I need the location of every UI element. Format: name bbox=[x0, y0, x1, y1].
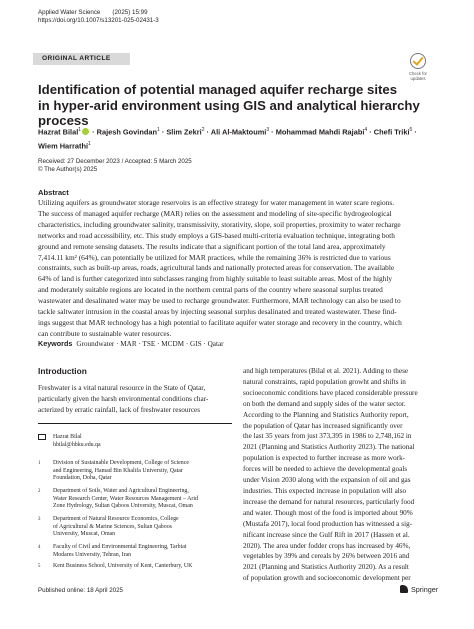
journal-name: Applied Water Science bbox=[38, 9, 101, 16]
text-line: characteristics, including groundwater salinity, transmissivity, storativity, slope, soil properties, proximity to water recharge bbox=[38, 219, 401, 229]
journal-header bbox=[38, 9, 159, 25]
check-updates-label: Check for updates bbox=[409, 71, 427, 81]
affiliation-number: 3 bbox=[38, 517, 41, 522]
affiliation-line: Faculty of Civil and Environmental Engineering, Tarbiat bbox=[53, 544, 187, 550]
author-name[interactable]: Wiem Harrathi bbox=[38, 141, 89, 151]
contact-email[interactable]: hbilal@hbku.edu.qa bbox=[53, 441, 101, 448]
text-line: tackle saltwater intrusion in the coastal areas by injecting seasonal surplus desalinated and treated wastewater. These find- bbox=[38, 307, 397, 317]
text-line: 64% of land is further categorized into subclasses ranging from highly suitable to least suitable areas. Most of the highly bbox=[38, 274, 393, 284]
text-line: 2021 (Planning and Statistics Authority 2023). The national bbox=[243, 443, 415, 452]
text-line: of population growth and socioeconomic development per bbox=[243, 574, 411, 583]
author-name[interactable]: Chefi Triki bbox=[373, 127, 410, 137]
author-affiliation-sup: 5 bbox=[409, 127, 413, 133]
affiliation-1 bbox=[38, 460, 232, 483]
affiliation-line: University, Muscat, Oman bbox=[53, 531, 116, 538]
author-name[interactable]: Hazrat Bilal bbox=[38, 127, 79, 137]
author-affiliation-sup: 3 bbox=[266, 127, 270, 133]
author-name[interactable]: Ali Al-Maktoumi bbox=[210, 127, 267, 137]
affiliation-line: of Agricultural & Marine Sciences, Sultan Qaboos bbox=[53, 523, 172, 530]
text-line: and high temperatures (Bilal et al. 2021). Adding to these bbox=[243, 367, 409, 375]
paper-title: Identification of potential managed aquifer recharge sites in hyper-arid environment using GIS and analytical hierarchy process bbox=[38, 82, 420, 128]
text-line: Freshwater is a vital natural resource in the State of Qatar, bbox=[38, 384, 206, 392]
affiliation-4 bbox=[38, 544, 232, 559]
intro-left-column bbox=[38, 383, 232, 416]
publisher-logo: Springer bbox=[400, 585, 438, 594]
author-affiliation-sup: 4 bbox=[364, 127, 368, 133]
journal-volume: (2025) 15:99 bbox=[112, 9, 148, 16]
author-affiliation-sup: 2 bbox=[201, 127, 205, 133]
affiliation-number: 5 bbox=[38, 564, 41, 569]
affiliation-2 bbox=[38, 488, 232, 511]
text-line: constraints, such as built-up areas, roads, agricultural lands and nationally protected areas for conservation. The available bbox=[38, 263, 395, 273]
author-list: Hazrat Bilal$^1$ · Rajesh Govindan$^1$ · Slim Zekri$^2$ · Ali Al-Maktoumi$^3$ · Mohammad Mahdi Rajabi$^4$ · Chefi Triki$^5$ · Wiem Harrathi$^1$ bbox=[38, 127, 417, 151]
text-line: forces will be needed to achieve the developmental goals bbox=[243, 465, 408, 474]
intro-right-column bbox=[243, 366, 438, 584]
text-line: industries. This expected increase in population will also bbox=[243, 486, 407, 495]
envelope-icon bbox=[38, 434, 46, 440]
text-line: 2021 (Planning and Statistics Authority 2020). As a result bbox=[243, 563, 409, 572]
affiliation-line: Division of Sustainable Development, College of Science bbox=[53, 460, 189, 466]
text-line: population is expected to further increase as more work- bbox=[243, 454, 406, 463]
keywords-list: Groundwater · MAR · TSE · MCDM · GIS · Qatar bbox=[76, 340, 224, 348]
text-line: 7,414.11 km² (64%), can potentially be utilized for MAR practices, while the remaining 36% is restricted due to various bbox=[38, 252, 391, 262]
text-line: ground and remote sensing datasets. The results indicate that a significant portion of the total land area, approximately bbox=[38, 241, 386, 251]
affiliation-5 bbox=[38, 563, 232, 571]
text-line: ings suggest that MAR technology has a high potential to facilitate aquifer water storage and recovery in the country, which bbox=[38, 317, 402, 327]
author-name[interactable]: Mohammad Mahdi Rajabi bbox=[275, 127, 365, 137]
text-line: networks and road accessibility, etc. This study employs a GIS-based multi-criteria evaluation technique, integrating both bbox=[38, 230, 395, 240]
keywords-label: Keywords bbox=[38, 339, 73, 348]
text-line: the last 35 years from just 373,395 in 1986 to 2,748,162 in bbox=[243, 432, 412, 441]
introduction-heading: Introduction bbox=[38, 366, 87, 376]
affiliation-line: Modares University, Tehran, Iran bbox=[53, 551, 132, 558]
text-line: The success of managed aquifer recharge (MAR) relies on the assessment and modeling of site-specific hydrogeological bbox=[38, 208, 392, 218]
affiliation-line: Foundation, Doha, Qatar bbox=[53, 475, 112, 482]
affiliation-line: Kent Business School, University of Kent, Canterbury, UK bbox=[53, 563, 193, 569]
copyright: © The Author(s) 2025 bbox=[38, 166, 98, 174]
text-line: According to the Planning and Statistics Authority report, bbox=[243, 410, 409, 419]
author-affiliation-sup: 1 bbox=[157, 127, 160, 133]
text-line: wastewater and desalinated water may be used to recharge groundwater. Furthermore, MAR technology can also be used to bbox=[38, 296, 401, 306]
published-online: Published online: 18 April 2025 bbox=[38, 587, 123, 594]
affiliation-line: Zone Hydrology, Sultan Qaboos University, Muscat, Oman bbox=[53, 503, 193, 510]
affiliation-number: 4 bbox=[38, 545, 41, 550]
doi-link[interactable]: https://doi.org/10.1007/s13201-025-02431-3 bbox=[38, 17, 159, 24]
orcid-icon[interactable] bbox=[82, 128, 89, 135]
text-line: vegetables by 39% and cereals by 26% between 2016 and bbox=[243, 552, 410, 561]
text-line: and water. Though most of the food is imported about 90% bbox=[243, 508, 413, 517]
text-line: nificant increase since the Gulf Rift in 2017 (Hassen et al. bbox=[243, 530, 410, 539]
text-line: can contribute to sustainable water resources. bbox=[38, 328, 172, 338]
affiliation-line: Department of Natural Resource Economics, College bbox=[53, 516, 179, 522]
text-line: Utilizing aquifers as groundwater storage reservoirs is an effective strategy for water management in water scare regions. bbox=[38, 198, 395, 207]
text-line: the population of Qatar has increased significantly over bbox=[243, 421, 403, 430]
affiliation-line: and Engineering, Hamad Bin Khalifa University, Qatar bbox=[53, 467, 183, 474]
affiliation-number: 2 bbox=[38, 489, 41, 494]
author-name[interactable]: Rajesh Govindan bbox=[96, 127, 157, 137]
contact-name: Hazrat Bilal bbox=[53, 434, 82, 440]
check-updates-icon bbox=[410, 53, 426, 69]
footnote-divider bbox=[38, 423, 232, 424]
affiliation-line: Department of Soils, Water and Agricultural Engineering, bbox=[53, 488, 189, 494]
author-affiliation-sup: 1 bbox=[88, 141, 91, 148]
text-line: particularly given the harsh environmental conditions char- bbox=[38, 394, 209, 403]
affiliation-3 bbox=[38, 516, 232, 539]
text-line: acterized by erratic rainfall, lack of freshwater resources bbox=[38, 405, 201, 414]
springer-horse-icon bbox=[400, 585, 408, 593]
abstract-text bbox=[38, 198, 437, 340]
abstract-heading: Abstract bbox=[38, 188, 69, 197]
text-line: natural constraints, rapid population growht and shifts in bbox=[243, 377, 406, 386]
text-line: on both the demand and supply sides of the water sector. bbox=[243, 399, 406, 408]
author-affiliation-sup: 1 bbox=[78, 127, 82, 133]
keywords bbox=[38, 339, 224, 348]
text-line: increase the demand for natural resources, particularly food bbox=[243, 497, 415, 506]
article-type-badge: ORIGINAL ARTICLE bbox=[33, 53, 130, 65]
text-line: (Mustafa 2017), local food production has witnessed a sig- bbox=[243, 519, 413, 528]
text-line: socioeconomic conditions have placed considerable pressure bbox=[243, 388, 418, 397]
affiliation-line: Water Research Center, Water Resources Management – Arid bbox=[53, 495, 198, 502]
text-line: and moderately suitable regions are located in the northern central parts of the country where seasonal surplus treated bbox=[38, 285, 383, 295]
text-line: under Vision 2030 along with the expansion of oil and gas bbox=[243, 476, 411, 485]
affiliation-number: 1 bbox=[38, 461, 41, 466]
text-line: 2020). The area under fodder crops has increased by 46%, bbox=[243, 541, 411, 550]
corresponding-author bbox=[38, 434, 232, 449]
check-for-updates[interactable] bbox=[405, 53, 431, 81]
author-name[interactable]: Slim Zekri bbox=[166, 127, 202, 137]
received-accepted: Received: 27 December 2023 / Accepted: 5 March 2025 bbox=[38, 158, 192, 165]
article-dates bbox=[38, 158, 192, 175]
